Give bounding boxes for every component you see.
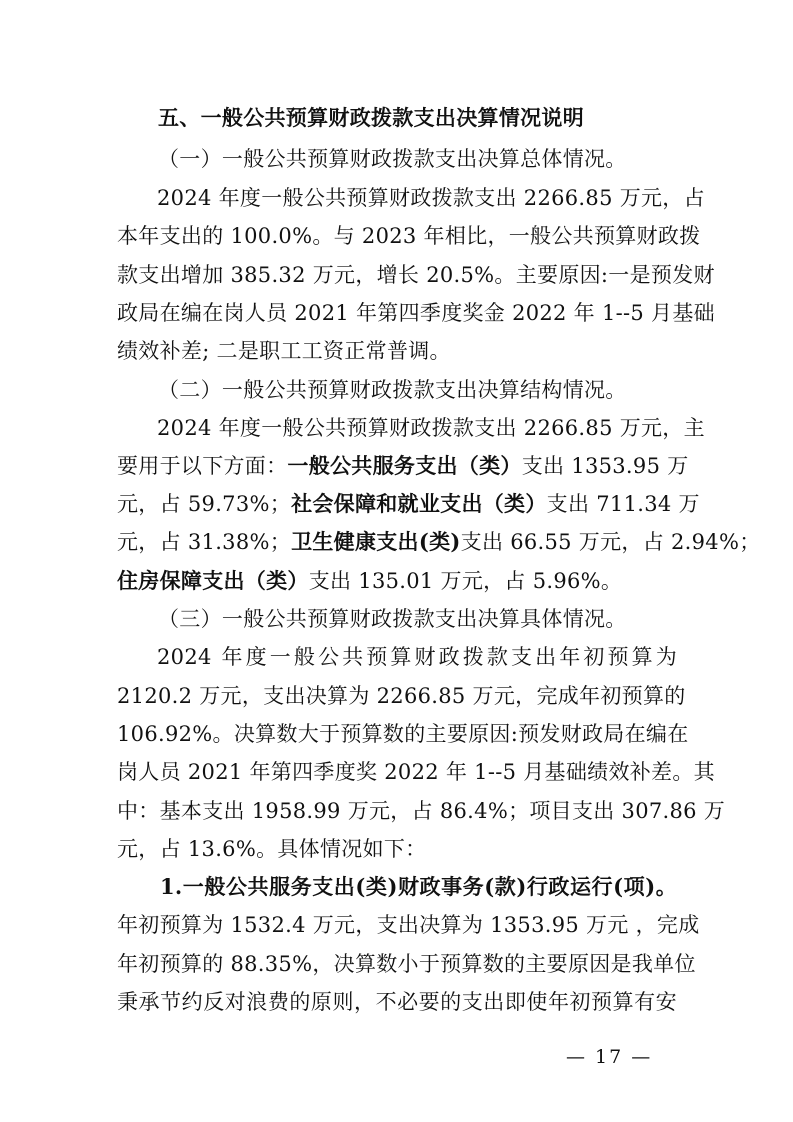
subsection-title-1: （一）一般公共预算财政拨款支出决算总体情况。	[158, 147, 627, 171]
item-1-title: 1.一般公共服务支出(类)财政事务(款)行政运行(项)。	[160, 874, 677, 899]
paragraph-line: 2024 年度一般公共预算财政拨款支出 2266.85 万元，主	[157, 416, 705, 440]
text-run: 支出 135.01 万元，占 5.96%。	[308, 569, 623, 593]
text-run: 元，占 59.73%；	[117, 492, 292, 516]
text-run: 支出 66.55 万元，占 2.94%；	[460, 530, 761, 554]
subsection-title-3: （三）一般公共预算财政拨款支出决算具体情况。	[158, 607, 627, 631]
text-run: 元，占 31.38%；	[117, 530, 292, 554]
paragraph-line: 106.92%。决算数大于预算数的主要原因:预发财政局在编在	[117, 722, 689, 746]
paragraph-line: 本年支出的 100.0%。与 2023 年相比，一般公共预算财政拨	[117, 224, 701, 248]
paragraph-line: 款支出增加 385.32 万元，增长 20.5%。主要原因:一是预发财	[117, 263, 715, 287]
paragraph-line	[117, 488, 700, 520]
paragraph-line: 年初预算的 88.35%，决算数小于预算数的主要原因是我单位	[117, 952, 696, 976]
section-heading: 五、一般公共预算财政拨款支出决算情况说明	[158, 105, 584, 130]
text-run: 支出 1353.95 万	[521, 454, 689, 478]
paragraph-line: 中：基本支出 1958.99 万元，占 86.4%；项目支出 307.86 万	[117, 799, 726, 823]
paragraph-line: 秉承节约反对浪费的原则，不必要的支出即使年初预算有安	[117, 990, 677, 1014]
paragraph-line: 2024 年度一般公共预算财政拨款支出 2266.85 万元，占	[157, 186, 705, 210]
category-housing: 住房保障支出（类）	[117, 568, 309, 593]
page-number: — 17 —	[566, 1046, 653, 1068]
text-run: 支出 711.34 万	[546, 492, 700, 516]
paragraph-line: 年初预算为 1532.4 万元，支出决算为 1353.95 万元 ，完成	[117, 913, 700, 937]
paragraph-line: 元，占 13.6%。具体情况如下：	[117, 837, 427, 861]
paragraph-line: 2024 年度一般公共预算财政拨款支出年初预算为	[157, 645, 677, 669]
text-run: 要用于以下方面：	[117, 454, 288, 478]
category-general-public-services: 一般公共服务支出（类）	[287, 453, 522, 478]
paragraph-line	[117, 565, 677, 597]
paragraph-line	[117, 450, 689, 482]
category-social-security: 社会保障和就业支出（类）	[291, 491, 547, 516]
paragraph-line: 岗人员 2021 年第四季度奖 2022 年 1--5 月基础绩效补差。其	[117, 760, 715, 784]
paragraph-line: 2120.2 万元，支出决算为 2266.85 万元，完成年初预算的	[117, 684, 686, 708]
category-health: 卫生健康支出(类)	[291, 529, 461, 554]
paragraph-line: 绩效补差; 二是职工工资正常普调。	[117, 339, 451, 363]
paragraph-line: 政局在编在岗人员 2021 年第四季度奖金 2022 年 1--5 月基础	[117, 301, 715, 325]
subsection-title-2: （二）一般公共预算财政拨款支出决算结构情况。	[158, 378, 627, 402]
paragraph-line	[117, 526, 761, 558]
